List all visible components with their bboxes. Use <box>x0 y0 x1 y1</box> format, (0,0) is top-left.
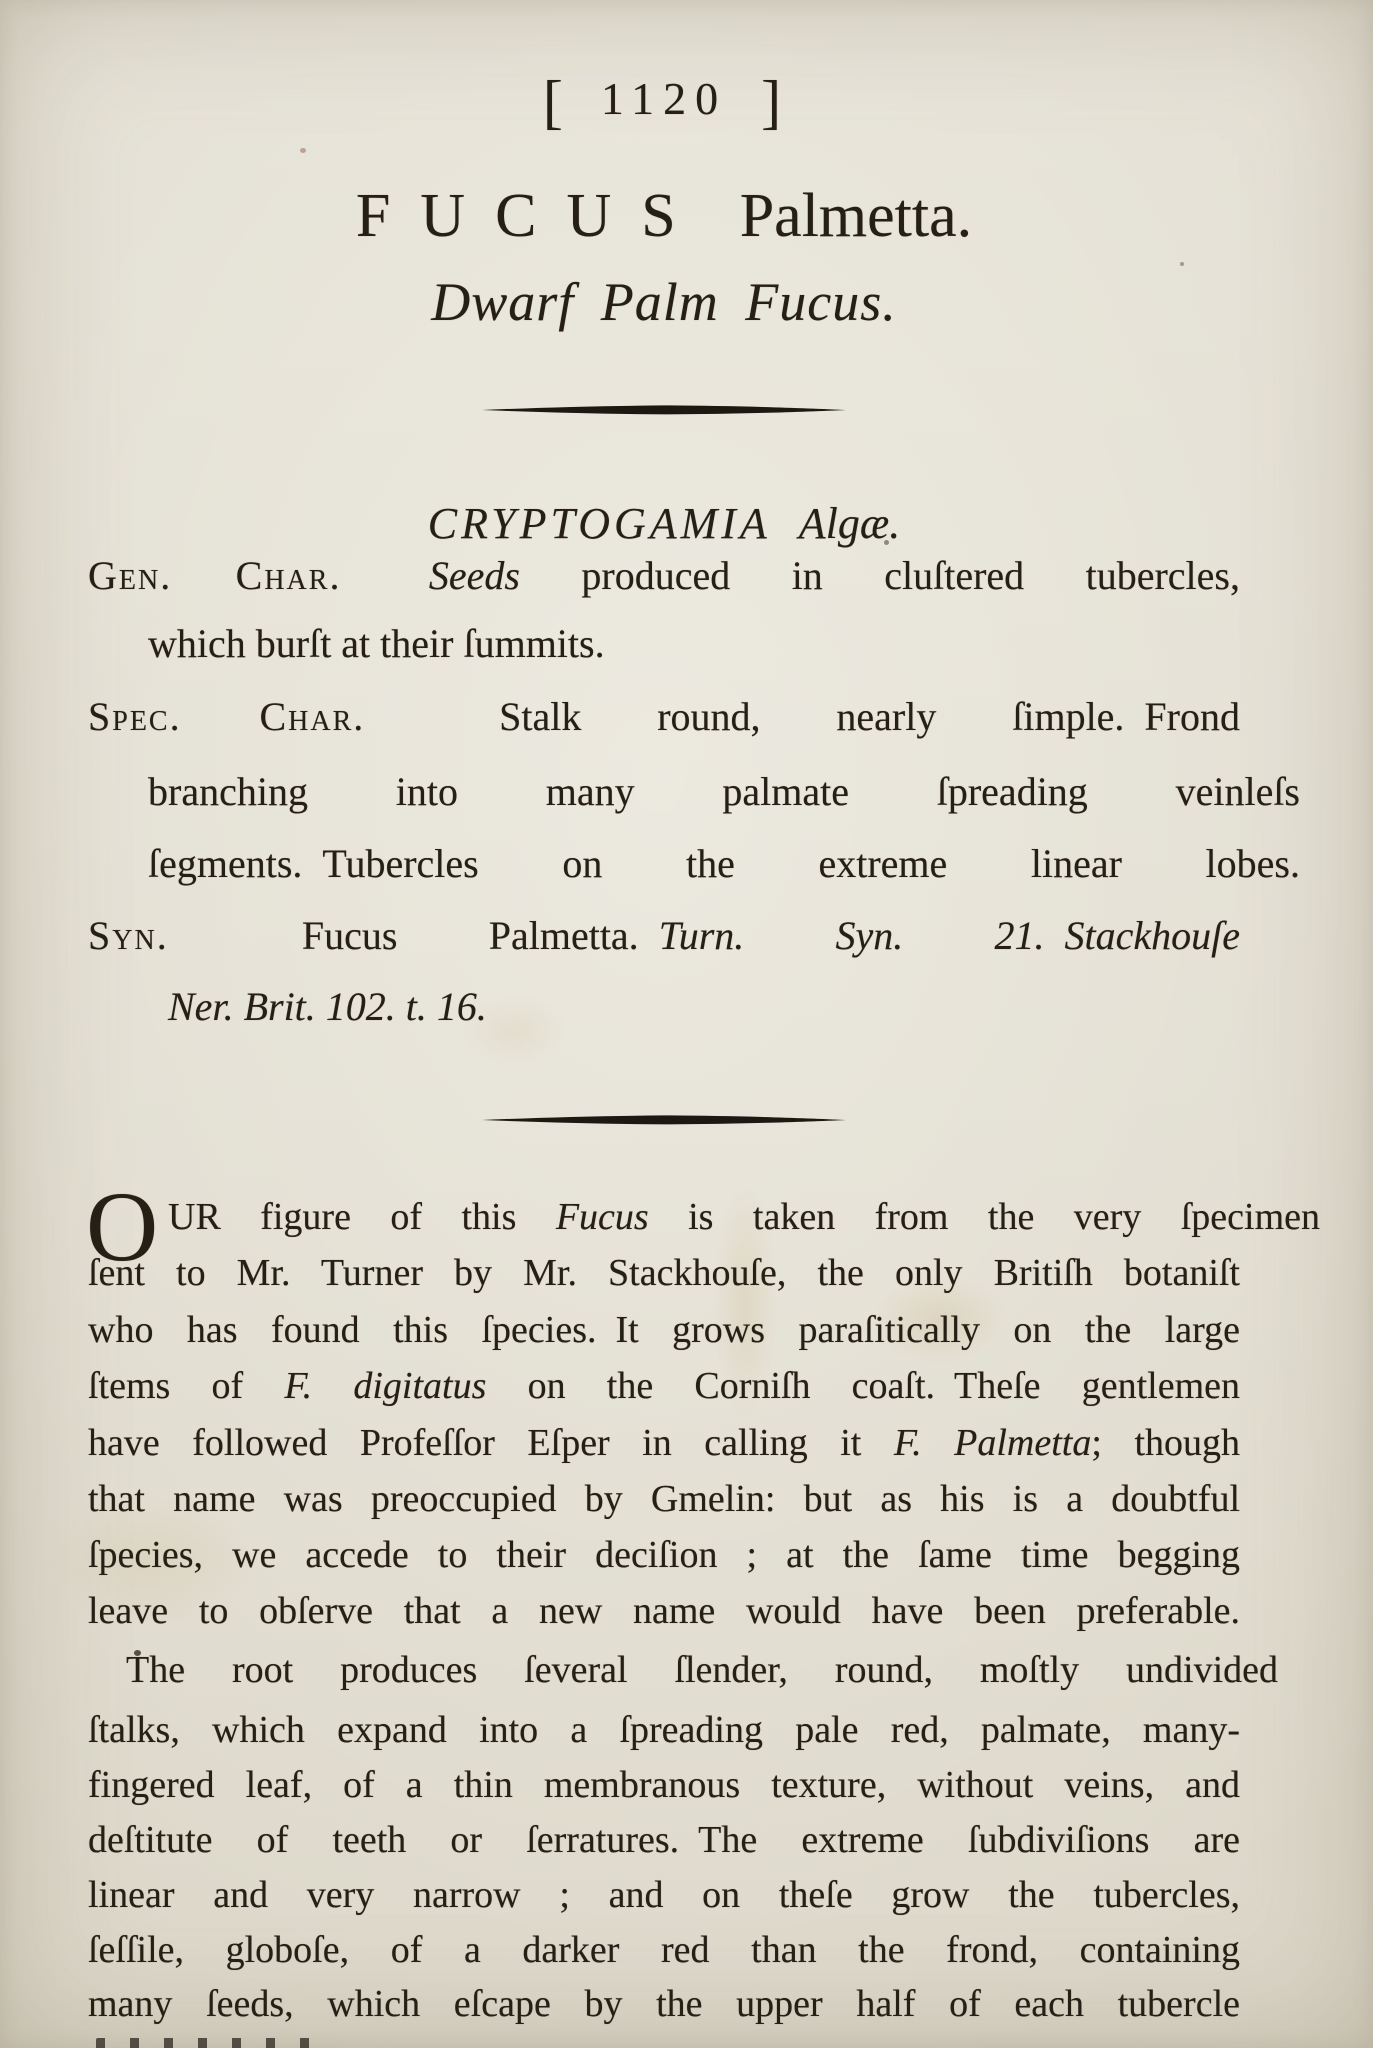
body-line: deſtitute of teeth or ſerratures. The extreme ſubdiviſions are <box>88 1819 1240 1861</box>
body-line: ſtems of F. digitatus on the Corniſh coaſt. Theſe gentlemen <box>88 1365 1240 1407</box>
common-name: Dwarf Palm Fucus. <box>431 272 897 332</box>
taxonomy-order: Algæ. <box>798 499 901 548</box>
body-line: ſeſſile, globoſe, of a darker red than the frond, containing <box>88 1929 1240 1971</box>
gen-char-line <box>88 553 1240 598</box>
genus-name: FUCUS <box>355 182 706 250</box>
species-epithet: Palmetta. <box>739 182 973 250</box>
body-line: linear and very narrow ; and on theſe grow the tubercles, <box>88 1874 1240 1916</box>
gen-char-line: which burſt at their ſummits. <box>148 621 605 666</box>
spec-char-line: branching into many palmate ſpreading veinleſs <box>148 769 1300 814</box>
synonym-line <box>88 913 1241 958</box>
taxonomy-class: CRYPTOGAMIA <box>427 499 771 548</box>
species-title <box>88 182 1240 250</box>
body-line: that name was preoccupied by Gmelin: but as his is a doubtful <box>88 1478 1240 1520</box>
body-line: leave to obſerve that a new name would have been preferable. <box>88 1590 1240 1632</box>
gen-char-label: Gen. Char. <box>88 553 342 598</box>
drop-cap: O <box>86 1171 159 1282</box>
paper-speck <box>300 148 306 153</box>
body-line: many ſeeds, which eſcape by the upper half of each tubercle <box>88 1983 1240 2025</box>
body-line: who has found this ſpecies. It grows paraſitically on the large <box>88 1309 1240 1351</box>
body-line: The root produces ſeveral ſlender, round, moſtly undivided <box>126 1649 1278 1691</box>
body-line: ſtalks, which expand into a ſpreading pale red, palmate, many- <box>88 1709 1240 1751</box>
synonym-label: Syn. <box>88 913 169 958</box>
taxonomy-heading <box>88 499 1240 548</box>
page-number <box>88 69 1240 135</box>
clipped-next-line <box>96 2038 316 2048</box>
section-rule <box>482 402 846 417</box>
spec-char-line: ſegments. Tubercles on the extreme linear lobes. <box>148 841 1300 886</box>
body-line: ſpecies, we accede to their deciſion ; at the ſame time begging <box>88 1534 1240 1576</box>
page-number-value: 1120 <box>600 73 728 124</box>
synonym-text: Fucus Palmetta. Turn. Syn. 21. Stackhouſe <box>301 913 1241 958</box>
section-rule <box>482 1112 846 1127</box>
body-line: have followed Profeſſor Eſper in calling it F. Palmetta; though <box>88 1422 1241 1464</box>
spec-char-line <box>88 694 1240 739</box>
body-line: fingered leaf, of a thin membranous texture, without veins, and <box>88 1764 1240 1806</box>
bracket-right: ] <box>761 69 786 135</box>
bracket-left: [ <box>542 69 567 135</box>
spec-char-label: Spec. Char. <box>88 694 366 739</box>
synonym-line: Ner. Brit. 102. t. 16. <box>168 984 487 1029</box>
spec-char-text: Stalk round, nearly ſimple. Frond <box>499 694 1240 739</box>
gen-char-text: Seeds produced in cluſtered tubercles, <box>428 553 1240 598</box>
paper-speck <box>1180 262 1184 266</box>
body-line: ſent to Mr. Turner by Mr. Stackhouſe, the only Britiſh botaniſt <box>88 1252 1240 1294</box>
body-line: UR figure of this Fucus is taken from the very ſpecimen <box>168 1196 1321 1238</box>
